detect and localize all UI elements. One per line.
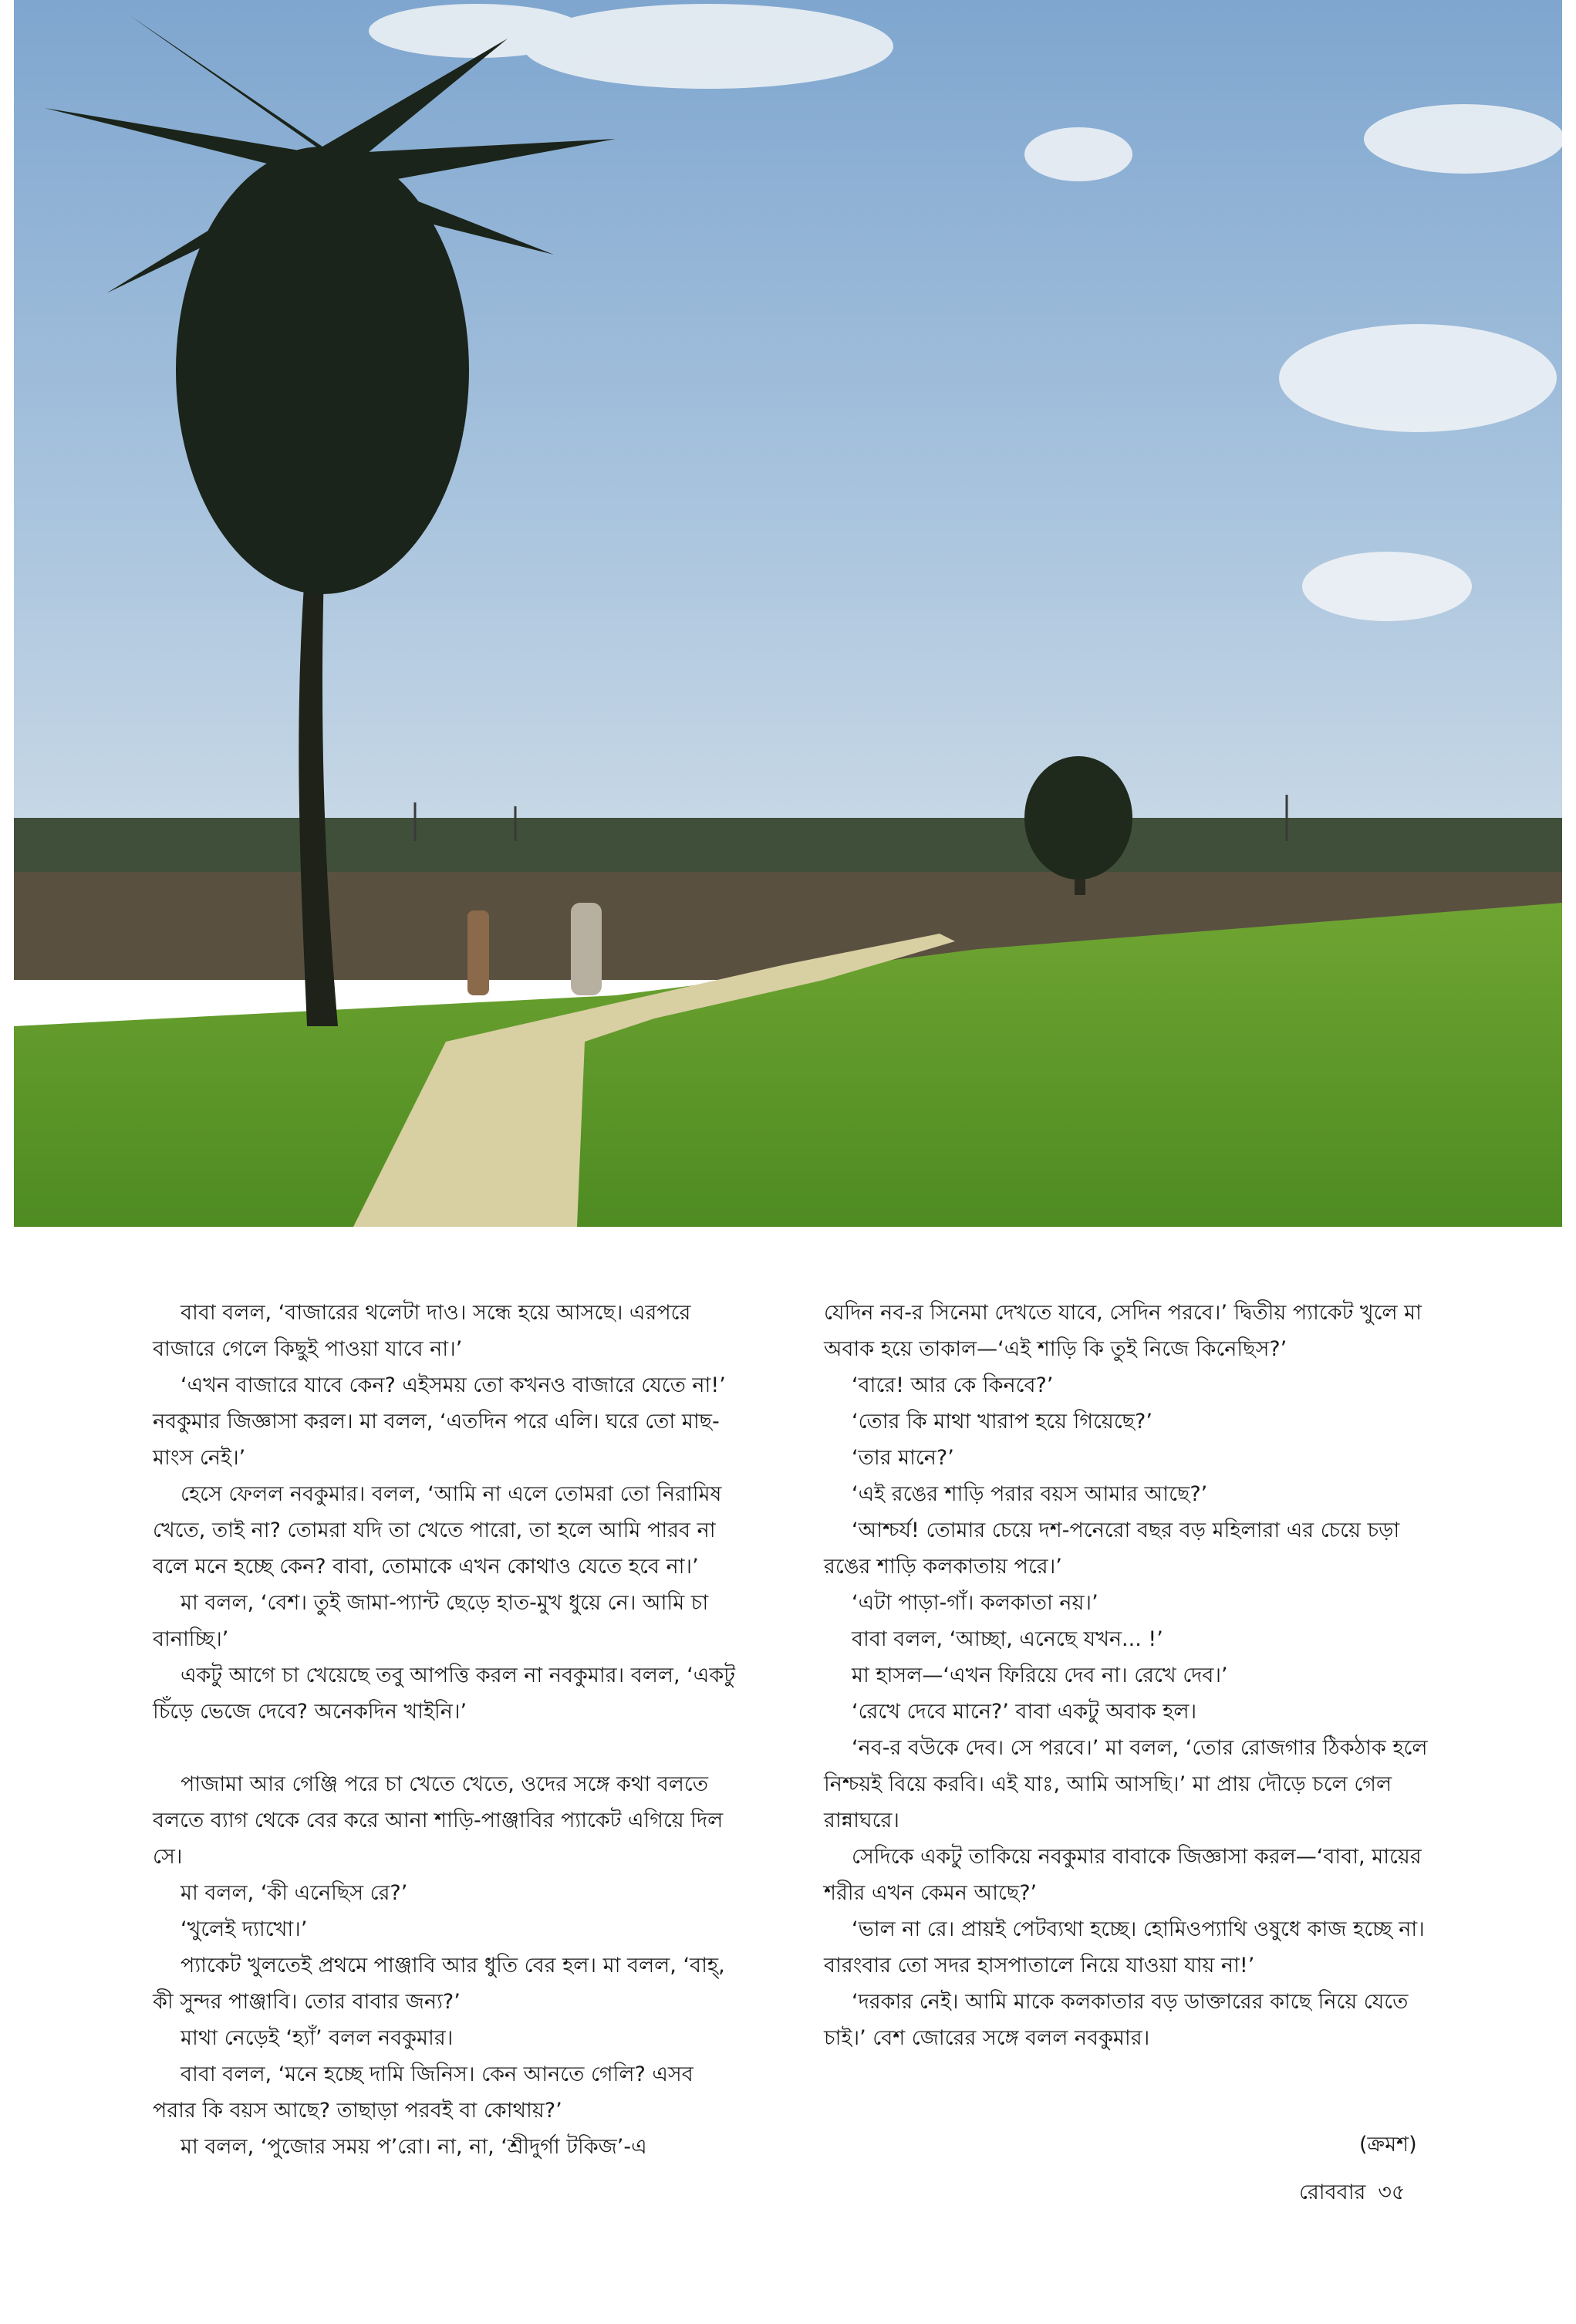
paragraph: পাজামা আর গেঞ্জি পরে চা খেতে খেতে, ওদের সঙ্গে কথা বলতে বলতে ব্যাগ থেকে বের করে আনা শাড়ি-পাঞ্জাবির প্যাকেট এগিয়ে দিল সে। (153, 1772, 724, 1869)
page-number: ৩৫ (1378, 2180, 1406, 2204)
paragraph: ‘এখন বাজারে যাবে কেন? এইসময় তো কখনও বাজারে যেতে না!’ নবকুমার জিজ্ঞাসা করল। মা বলল, ‘এতদিন পরে এলি। ঘরে তো মাছ-মাংস নেই।’ (153, 1373, 726, 1470)
paragraph: ‘এই রঙের শাড়ি পরার বয়স আমার আছে?’ (852, 1482, 1208, 1506)
article-left-column (153, 1295, 739, 2165)
paragraph: প্যাকেট খুলতেই প্রথমে পাঞ্জাবি আর ধুতি বের হল। মা বলল, ‘বাহ্, কী সুন্দর পাঞ্জাবি। তোর বাবার জন্য?’ (153, 1954, 725, 2014)
paragraph: ‘নব-র বউকে দেব। সে পরবে।’ মা বলল, ‘তোর রোজগার ঠিকঠাক হলে নিশ্চয়ই বিয়ে করবি। এই যাঃ, আমি আসছি।’ মা প্রায় দৌড়ে চলে গেল রান্নাঘরে। (824, 1736, 1428, 1833)
paragraph: মাথা নেড়েই ‘হ্যাঁ’ বলল নবকুমার। (181, 2026, 454, 2050)
paragraph: মা বলল, ‘কী এনেছিস রে?’ (181, 1881, 408, 1905)
page-footer (1299, 2177, 1405, 2208)
paragraph: সেদিকে একটু তাকিয়ে নবকুমার বাবাকে জিজ্ঞাসা করল—‘বাবা, মায়ের শরীর এখন কেমন আছে?’ (824, 1845, 1422, 1905)
article-right-column (824, 1295, 1433, 2056)
paragraph: মা বলল, ‘পুজোর সময় প’রো। না, না, ‘শ্রীদুর্গা টকিজ’-এ (181, 2135, 647, 2159)
paragraph: ‘আশ্চর্য! তোমার চেয়ে দশ-পনেরো বছর বড় মহিলারা এর চেয়ে চড়া রঙের শাড়ি কলকাতায় পরে।’ (824, 1518, 1400, 1579)
village-landscape-illustration (14, 0, 1562, 1227)
section-break (153, 1730, 739, 1766)
paragraph: ‘ভাল না রে। প্রায়ই পেটব্যথা হচ্ছে। হোমিওপ্যাথি ওষুধে কাজ হচ্ছে না। বারংবার তো সদর হাসপাতালে নিয়ে যাওয়া যায় না!’ (824, 1917, 1425, 1978)
magazine-name: রোববার (1299, 2180, 1366, 2204)
paragraph: বাবা বলল, ‘আচ্ছা, এনেছে যখন... !’ (852, 1627, 1163, 1651)
paragraph: মা হাসল—‘এখন ফিরিয়ে দেব না। রেখে দেব।’ (852, 1664, 1228, 1687)
paragraph: ‘খুলেই দ্যাখো।’ (181, 1917, 308, 1941)
paragraph: হেসে ফেলল নবকুমার। বলল, ‘আমি না এলে তোমরা তো নিরামিষ খেতে, তাই না? তোমরা যদি তা খেতে পারো, তা হলে আমি পারব না বলে মনে হচ্ছে কেন? বাবা, তোমাকে এখন কোথাও যেতে হবে না।’ (153, 1482, 722, 1579)
paragraph: ‘দরকার নেই। আমি মাকে কলকাতার বড় ডাক্তারের কাছে নিয়ে যেতে চাই।’ বেশ জোরের সঙ্গে বলল নবকুমার। (824, 1990, 1409, 2050)
paragraph: ‘বারে! আর কে কিনবে?’ (852, 1373, 1054, 1397)
paragraph: ‘রেখে দেবে মানে?’ বাবা একটু অবাক হল। (852, 1700, 1197, 1724)
distant-treeline (14, 818, 1562, 880)
paragraph: ‘এটা পাড়া-গাঁ। কলকাতা নয়।’ (852, 1591, 1098, 1615)
paragraph: মা বলল, ‘বেশ। তুই জামা-প্যান্ট ছেড়ে হাত-মুখ ধুয়ে নে। আমি চা বানাচ্ছি।’ (153, 1591, 709, 1651)
to-be-continued-label: (ক্রমশ) (1359, 2133, 1417, 2157)
paragraph: বাবা বলল, ‘মনে হচ্ছে দামি জিনিস। কেন আনতে গেলি? এসব পরার কি বয়স আছে? তাছাড়া পরবই বা কোথায়?’ (153, 2062, 694, 2123)
paragraph: যেদিন নব-র সিনেমা দেখতে যাবে, সেদিন পরবে।’ দ্বিতীয় প্যাকেট খুলে মা অবাক হয়ে তাকাল—‘এই শাড়ি কি তুই নিজে কিনেছিস?’ (824, 1301, 1422, 1361)
paragraph: বাবা বলল, ‘বাজারের থলেটা দাও। সন্ধে হয়ে আসছে। এরপরে বাজারে গেলে কিছুই পাওয়া যাবে না।’ (153, 1301, 691, 1361)
paragraph: ‘তার মানে?’ (852, 1446, 954, 1470)
paragraph: ‘তোর কি মাথা খারাপ হয়ে গিয়েছে?’ (852, 1410, 1152, 1434)
paragraph: একটু আগে চা খেয়েছে তবু আপত্তি করল না নবকুমার। বলল, ‘একটু চিঁড়ে ভেজে দেবে? অনেকদিন খাইনি।’ (153, 1664, 735, 1724)
